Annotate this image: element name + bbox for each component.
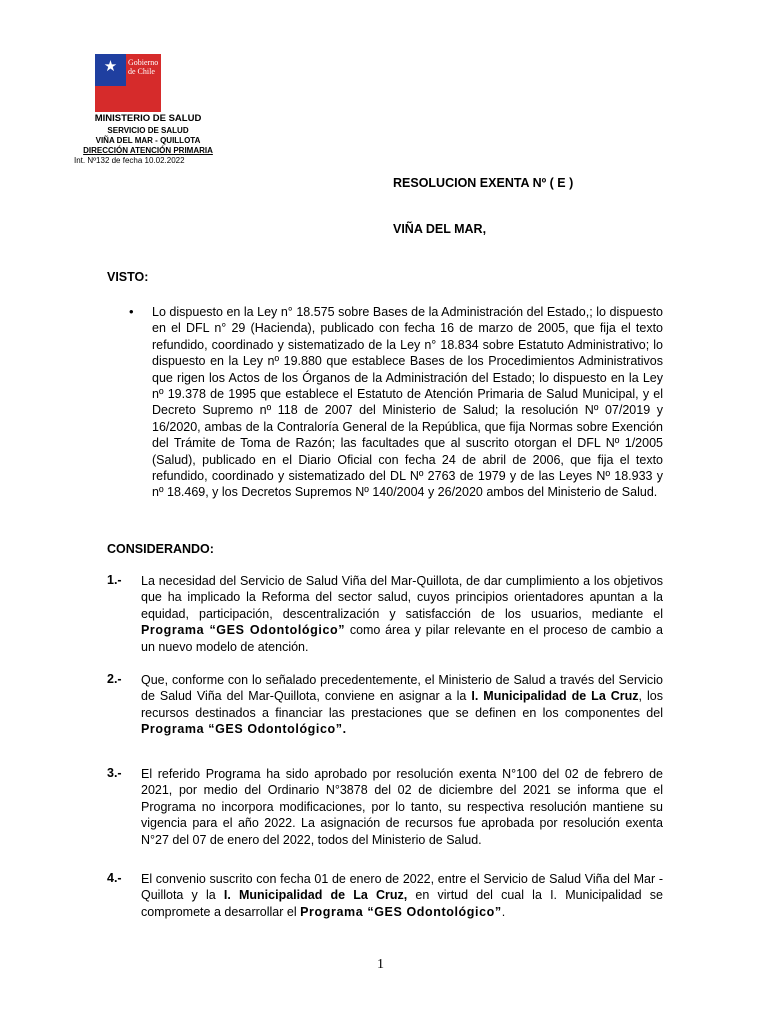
direction-name: DIRECCIÓN ATENCIÓN PRIMARIA [83,146,213,155]
considerando-item-1: La necesidad del Servicio de Salud Viña del Mar-Quillota, de dar cumplimiento a los objetivos que ha implicado la Reforma del sector salud, cuyos principios orientadores apuntan a la equidad, participación, descentralización y satisfacción de los usuarios, mediante el Programa “GES Odontológico” como área y pilar relevante en el proceso de cambio a un nuevo modelo de atención. [141,574,663,654]
considerando-heading: CONSIDERANDO: [107,542,214,556]
considerando-item-4: El convenio suscrito con fecha 01 de enero de 2022, entre el Servicio de Salud Viña del Mar - Quillota y la I. Municipalidad de La Cruz, en virtud del cual la I. Municipalidad se compromete a desarrollar el Programa “GES Odontológico”. [141,872,664,919]
visto-text: Lo dispuesto en la Ley n° 18.575 sobre Bases de la Administración del Estado,; lo dispuesto en el DFL n° 29 (Hacienda), publicado con fecha 16 de marzo de 2005, que fija el texto refundido, coordinado y sistematizado de la Ley n° 18.834 sobre Estatuto Administrativo; lo dispuesto en la Ley nº 19.880 que establece Bases de los Procedimientos Administrativos que rigen los Actos de los Órganos de la Administración del Estado; lo dispuesto en la Ley nº 19.378 de 1995 que establece el Estatuto de Atención Primaria de Salud Municipal, y el Decreto Supremo nº 118 de 2007 del Ministerio de Salud; la resolución Nº 07/2019 y 16/2020, ambas de la Contraloría General de la República, que fija Normas sobre Exención del Trámite de Toma de Razón; las facultades que al suscrito otorgan el DFL Nº 1/2005 (Salud), publicado en el Diario Oficial con fecha 24 de abril de 2006, que fija el texto refundido, coordinado y sistematizado del DL Nº 2763 de 1979 y de las Leyes Nº 18.933 y nº 18.469, y los Decretos Supremos Nº 140/2004 y 26/2020 ambos del Ministerio de Salud. [152,305,663,500]
item-number: 1.- [107,573,122,587]
logo-red-band [95,86,161,112]
page-number: 1 [377,957,384,972]
region-name: VIÑA DEL MAR - QUILLOTA [95,136,201,145]
government-logo [95,54,161,112]
considerando-item-3: El referido Programa ha sido aprobado por resolución exenta N°100 del 02 de febrero de 2021, por medio del Ordinario N°3878 del 02 de diciembre del 2021 se informa que el Programa no incorpora modificaciones, por lo tanto, su respectiva resolución mantiene su vigencia para el año 2022. La asignación de recursos fue aprobada por resolución exenta N°27 del 07 de enero del 2022, todos del Ministerio de Salud. [141,767,663,847]
ministry-name: MINISTERIO DE SALUD [94,113,202,124]
item-number: 3.- [107,766,122,780]
logo-text: Gobierno de Chile [128,58,159,76]
service-name: SERVICIO DE SALUD [107,126,189,135]
star-icon: ★ [103,58,118,75]
item-number: 2.- [107,672,122,686]
bullet-icon: • [129,304,134,319]
item-number: 4.- [107,871,122,885]
considerando-item-2: Que, conforme con lo señalado precedentemente, el Ministerio de Salud a través del Servicio de Salud Viña del Mar-Quillota, conviene en asignar a la I. Municipalidad de La Cruz, los recursos destinados a financiar las prestaciones que se definen en los componentes del Programa “GES Odontológico”. [141,673,663,737]
resolution-title: RESOLUCION EXENTA Nº ( E ) [393,176,574,190]
internal-reference: Int. Nº132 de fecha 10.02.2022 [74,156,185,165]
place-title: VIÑA DEL MAR, [393,222,487,236]
visto-heading: VISTO: [107,270,149,284]
